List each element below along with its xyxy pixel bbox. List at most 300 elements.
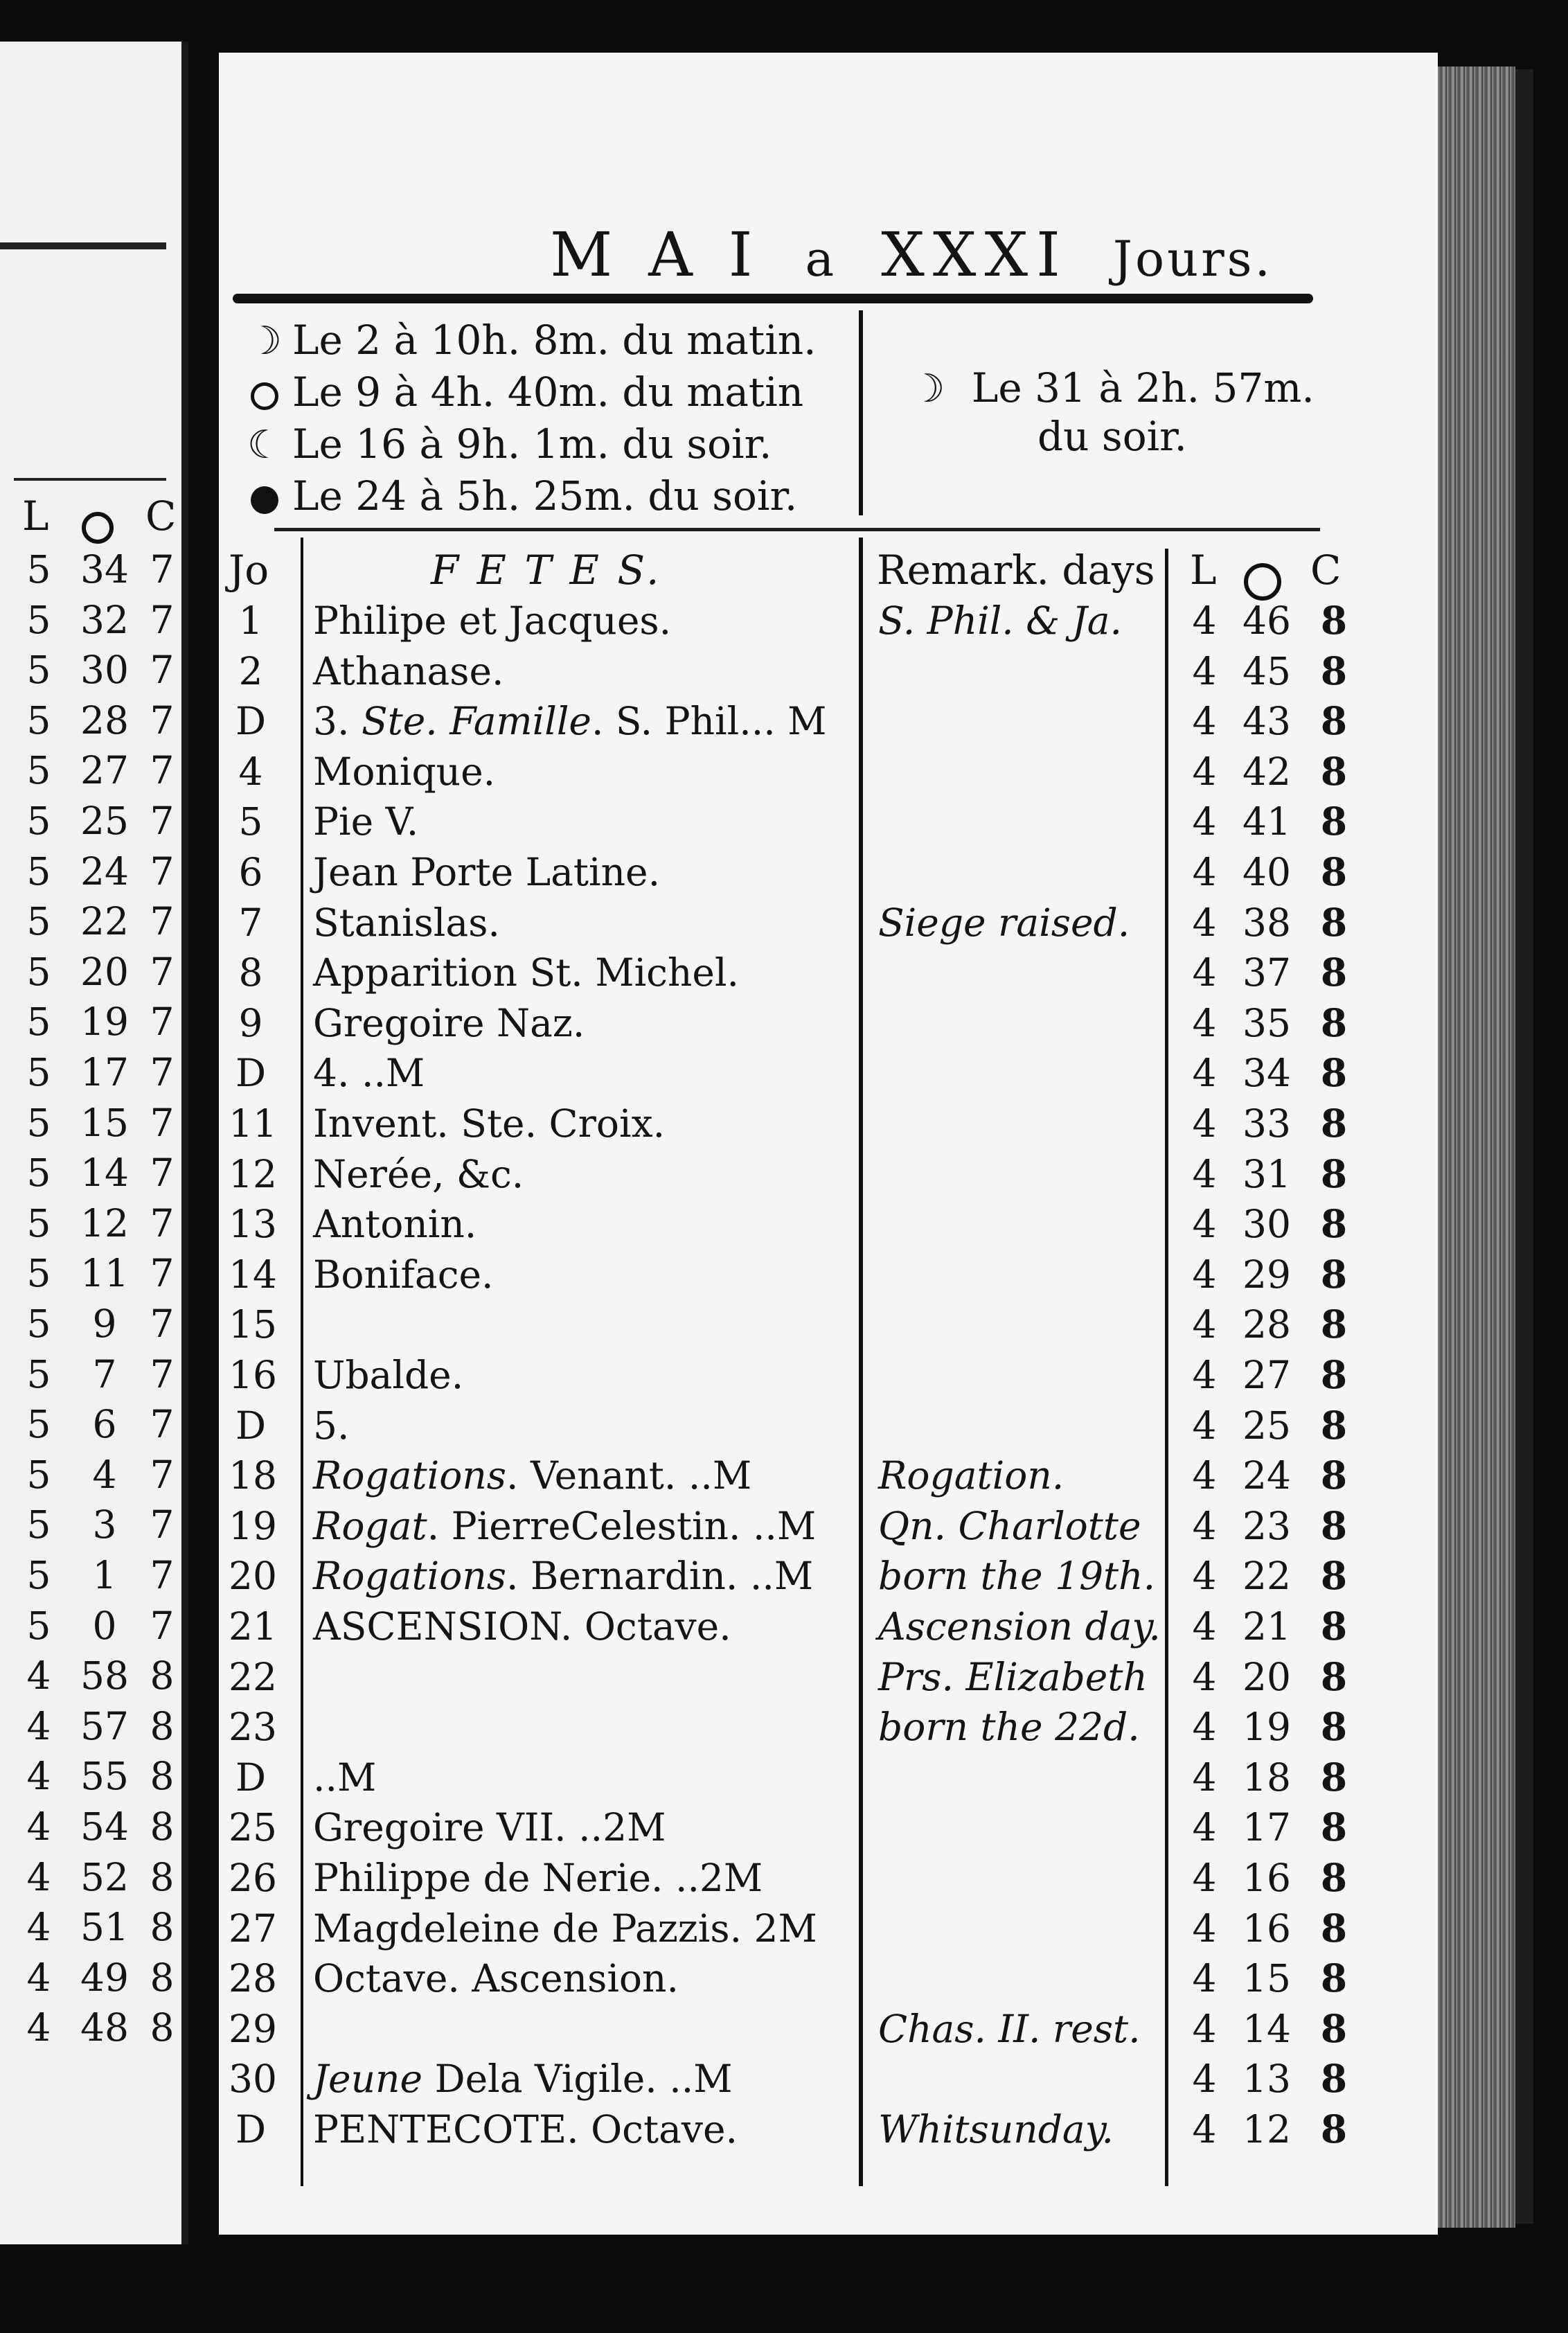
left-sunrise-minute: 3 (92, 1502, 117, 1547)
left-sunset-hour: 8 (150, 1754, 175, 1799)
day-number: 27 (229, 1906, 277, 1951)
sunrise-hour: 4 (1192, 1453, 1217, 1498)
calendar-row (219, 998, 1438, 1049)
moon-phase-text: Le 9 à 4h. 40m. du matin (292, 369, 804, 416)
fete-name: ASCENSION. Octave. (313, 1604, 731, 1649)
day-number: 9 (238, 1000, 263, 1045)
day-number: 26 (229, 1856, 277, 1900)
calendar-row (219, 1401, 1438, 1451)
table-top-rule (274, 528, 1320, 531)
fete-name: Philippe de Nerie. ..2M (313, 1856, 763, 1900)
sunset-hour: 8 (1320, 1553, 1348, 1599)
day-number: 7 (238, 900, 263, 945)
fete-name: Jean Porte Latine. (313, 850, 661, 894)
left-sunrise-hour: 5 (26, 698, 51, 743)
left-sunrise-hour: 5 (26, 597, 51, 642)
left-sunset-hour: 7 (150, 1603, 175, 1648)
fete-name: Gregoire Naz. (313, 1000, 585, 1045)
left-sunset-hour: 7 (150, 1000, 175, 1045)
left-sunrise-hour: 4 (26, 1754, 51, 1799)
sunrise-hour: 4 (1192, 1202, 1217, 1247)
left-sunrise-hour: 5 (26, 849, 51, 894)
calendar-row (219, 596, 1438, 646)
left-sunset-hour: 7 (150, 1452, 175, 1497)
sunrise-minute: 17 (1242, 1805, 1291, 1850)
left-sunset-hour: 7 (150, 1502, 175, 1547)
left-sunrise-hour: 4 (26, 1905, 51, 1950)
left-sunset-hour: 7 (150, 849, 175, 894)
left-sunrise-minute: 6 (92, 1402, 117, 1447)
remark-text: Chas. II. rest. (878, 2006, 1141, 2051)
left-sunrise-minute: 48 (80, 2005, 129, 2050)
calendar-row (219, 1299, 1438, 1350)
left-sunrise-hour: 5 (26, 1050, 51, 1094)
fete-name: Stanislas. (313, 900, 500, 945)
left-sunrise-hour: 4 (26, 2005, 51, 2050)
day-number: 23 (229, 1705, 277, 1750)
day-number: D (235, 2107, 267, 2152)
day-number: 20 (229, 1554, 277, 1599)
calendar-row (219, 2004, 1438, 2055)
left-sunrise-minute: 4 (92, 1452, 117, 1497)
left-sunrise-minute: 1 (92, 1553, 117, 1597)
left-table-row (0, 997, 188, 1047)
left-sunrise-hour: 5 (26, 1553, 51, 1597)
left-sunrise-hour: 5 (26, 1351, 51, 1396)
left-table-row (0, 1299, 188, 1349)
left-sunset-hour: 7 (150, 748, 175, 793)
day-number: 22 (229, 1654, 277, 1699)
left-sunset-hour: 7 (150, 648, 175, 693)
left-page-fragment (0, 42, 188, 2244)
remark-text: Ascension day. (878, 1604, 1161, 1649)
day-number: 12 (229, 1151, 277, 1196)
left-sunrise-minute: 0 (92, 1603, 117, 1648)
calendar-row (219, 1652, 1438, 1703)
sunrise-hour: 4 (1192, 950, 1217, 995)
sunrise-hour: 4 (1192, 1705, 1217, 1750)
day-number: 25 (229, 1805, 277, 1850)
left-table-row (0, 1248, 188, 1299)
left-sunrise-hour: 5 (26, 1251, 51, 1296)
left-sunrise-minute: 54 (80, 1804, 129, 1849)
day-number: 19 (229, 1503, 277, 1548)
remark-text: Whitsunday. (878, 2107, 1114, 2152)
remark-text: Qn. Charlotte (878, 1503, 1141, 1548)
sunrise-hour: 4 (1192, 1252, 1217, 1297)
sunrise-hour: 4 (1192, 1856, 1217, 1900)
header-fetes: F E T E S. (431, 547, 662, 594)
sunset-hour: 8 (1320, 1804, 1348, 1850)
calendar-row (219, 1149, 1438, 1200)
sunrise-hour: 4 (1192, 1554, 1217, 1599)
sunrise-minute: 21 (1242, 1604, 1291, 1649)
left-sunrise-hour: 5 (26, 1200, 51, 1245)
moon-right-line1: Le 31 à 2h. 57m. (971, 364, 1315, 411)
left-table-row (0, 1148, 188, 1198)
left-sunrise-hour: 5 (26, 1502, 51, 1547)
fete-name: Magdeleine de Pazzis. 2M (313, 1906, 817, 1951)
title-rule (233, 294, 1313, 303)
sunrise-minute: 16 (1242, 1856, 1291, 1900)
sunset-hour: 8 (1320, 1050, 1348, 1096)
left-sunrise-minute: 49 (80, 1955, 129, 2000)
sunset-hour: 8 (1320, 698, 1348, 744)
remark-text: Siege raised. (878, 900, 1130, 945)
left-sunrise-hour: 5 (26, 1302, 51, 1346)
sunrise-hour: 4 (1192, 2107, 1217, 2152)
left-sunrise-minute: 15 (80, 1100, 129, 1145)
calendar-row (219, 898, 1438, 948)
left-sunset-hour: 7 (150, 1351, 175, 1396)
sunrise-hour: 4 (1192, 1956, 1217, 2001)
fete-name: Antonin. (313, 1202, 477, 1247)
day-number: 1 (238, 598, 263, 643)
moon-phase-text: Le 24 à 5h. 25m. du soir. (292, 472, 798, 520)
left-sunset-hour: 8 (150, 1804, 175, 1849)
fete-name: Monique. (313, 749, 496, 794)
left-sunrise-minute: 9 (92, 1302, 117, 1346)
sunrise-hour: 4 (1192, 1906, 1217, 1951)
left-table-row (0, 896, 188, 947)
sunset-hour: 8 (1320, 648, 1348, 693)
moon-phase-right (898, 364, 1327, 460)
calendar-row (219, 948, 1438, 998)
sunset-hour: 8 (1320, 2106, 1348, 2152)
left-sunset-hour: 7 (150, 1050, 175, 1094)
left-table-row (0, 1802, 188, 1852)
sunset-hour: 8 (1320, 1704, 1348, 1750)
sunrise-minute: 20 (1242, 1654, 1291, 1699)
left-sunrise-minute: 27 (80, 748, 129, 793)
left-table-row (0, 796, 188, 846)
sunset-hour: 8 (1320, 799, 1348, 844)
day-number: 15 (229, 1302, 277, 1347)
left-sunset-hour: 7 (150, 1553, 175, 1597)
calendar-row (219, 1501, 1438, 1552)
sunrise-minute: 22 (1242, 1554, 1291, 1599)
sunrise-minute: 45 (1242, 648, 1291, 693)
sunset-hour: 8 (1320, 1352, 1348, 1397)
calendar-row (219, 1250, 1438, 1300)
left-sunrise-minute: 51 (80, 1905, 129, 1950)
header-jo: Jo (229, 547, 269, 594)
sunrise-hour: 4 (1192, 1000, 1217, 1045)
left-sunrise-hour: 5 (26, 1151, 51, 1196)
calendar-row (219, 1602, 1438, 1652)
sunrise-minute: 46 (1242, 598, 1291, 643)
sunrise-minute: 42 (1242, 749, 1291, 794)
sunset-hour: 8 (1320, 1201, 1348, 1247)
left-table-row (0, 1349, 188, 1400)
sunrise-minute: 35 (1242, 1000, 1291, 1045)
sunrise-minute: 24 (1242, 1453, 1291, 1498)
left-header-l: L (22, 493, 49, 540)
fete-name: 4. ..M (313, 1051, 425, 1096)
calendar-row (219, 1802, 1438, 1853)
left-sunset-hour: 7 (150, 1302, 175, 1346)
calendar-row (219, 1350, 1438, 1401)
left-table-row (0, 1601, 188, 1651)
left-table-row (0, 595, 188, 646)
left-table-row (0, 1651, 188, 1701)
fete-name: Boniface. (313, 1252, 494, 1297)
sunrise-hour: 4 (1192, 850, 1217, 894)
title-jours: Jours. (1112, 231, 1273, 287)
day-number: 11 (229, 1101, 277, 1146)
sunrise-hour: 4 (1192, 598, 1217, 643)
calendar-row (219, 2104, 1438, 2155)
left-sunrise-minute: 55 (80, 1754, 129, 1799)
left-sunrise-minute: 12 (80, 1200, 129, 1245)
sunrise-minute: 38 (1242, 900, 1291, 945)
day-number: 16 (229, 1353, 277, 1397)
day-number: 14 (229, 1252, 277, 1297)
calendar-row (219, 1753, 1438, 1803)
left-table-row (0, 1550, 188, 1601)
sunset-hour: 8 (1320, 1402, 1348, 1448)
left-rule-2 (14, 478, 166, 481)
left-sunrise-hour: 4 (26, 1955, 51, 2000)
calendar-row (219, 646, 1438, 697)
calendar-row (219, 1451, 1438, 1501)
day-number: 28 (229, 1956, 277, 2001)
sunset-hour: 8 (1320, 1151, 1348, 1196)
remark-text: Rogation. (878, 1453, 1064, 1498)
left-sunrise-hour: 4 (26, 1854, 51, 1899)
calendar-row (219, 1099, 1438, 1149)
moon-phase-text: Le 2 à 10h. 8m. du matin. (292, 317, 817, 364)
header-remark: Remark. days (877, 547, 1155, 594)
header-l: L (1190, 547, 1217, 594)
fete-name: Ubalde. (313, 1353, 464, 1397)
calendar-row (219, 1048, 1438, 1099)
left-table-row (0, 2003, 188, 2053)
left-sunrise-minute: 25 (80, 799, 129, 843)
left-table-row (0, 1500, 188, 1550)
left-sunrise-hour: 5 (26, 1603, 51, 1648)
day-number: D (235, 1051, 267, 1096)
left-sunrise-hour: 5 (26, 1000, 51, 1045)
calendar-row (219, 797, 1438, 847)
sunset-hour: 8 (1320, 1101, 1348, 1146)
left-sunset-hour: 8 (150, 1703, 175, 1748)
moon-phase-row (244, 314, 859, 366)
left-sunrise-minute: 17 (80, 1050, 129, 1094)
fete-name: Pie V. (313, 799, 419, 844)
sunset-hour: 8 (1320, 1453, 1348, 1498)
left-sunrise-minute: 22 (80, 899, 129, 944)
left-header (0, 492, 188, 540)
left-sunset-hour: 7 (150, 1402, 175, 1447)
sunrise-hour: 4 (1192, 900, 1217, 945)
sunrise-minute: 23 (1242, 1503, 1291, 1548)
sunrise-minute: 33 (1242, 1101, 1291, 1146)
title-month: M A I (550, 219, 761, 290)
left-sunrise-minute: 32 (80, 597, 129, 642)
fete-name: 3. Ste. Famille. S. Phil... M (313, 699, 827, 744)
last-quarter-moon-icon: ☾ (247, 423, 283, 468)
fete-name: Nerée, &c. (313, 1151, 524, 1196)
left-sunset-hour: 7 (150, 547, 175, 592)
left-sunrise-minute: 58 (80, 1653, 129, 1698)
left-table-row (0, 645, 188, 695)
day-number: 30 (229, 2057, 277, 2102)
sunrise-minute: 30 (1242, 1202, 1291, 1247)
title-days: XXXI (881, 219, 1069, 290)
left-table-row (0, 1098, 188, 1148)
left-sunrise-hour: 5 (26, 1402, 51, 1447)
sunrise-hour: 4 (1192, 1302, 1217, 1347)
sunset-hour: 8 (1320, 1905, 1348, 1951)
sunrise-hour: 4 (1192, 1151, 1217, 1196)
left-sunrise-hour: 5 (26, 949, 51, 994)
sunrise-minute: 19 (1242, 1705, 1291, 1750)
sunrise-hour: 4 (1192, 1654, 1217, 1699)
left-sunset-hour: 7 (150, 1200, 175, 1245)
sunset-hour: 8 (1320, 1502, 1348, 1548)
fete-name: ..M (313, 1755, 377, 1800)
left-sunrise-hour: 5 (26, 799, 51, 843)
calendar-row (219, 2054, 1438, 2104)
sunset-hour: 8 (1320, 950, 1348, 995)
left-table-row (0, 745, 188, 796)
calendar-row (219, 696, 1438, 747)
left-sunrise-minute: 19 (80, 1000, 129, 1045)
first-quarter-moon-icon: ☽ (247, 319, 283, 364)
remark-text: born the 19th. (878, 1554, 1156, 1599)
sunset-hour: 8 (1320, 598, 1348, 643)
sunrise-minute: 37 (1242, 950, 1291, 995)
fete-name: Rogations. Bernardin. ..M (313, 1554, 814, 1599)
calendar-row (219, 847, 1438, 898)
left-sunrise-hour: 5 (26, 547, 51, 592)
remark-text: Prs. Elizabeth (878, 1654, 1148, 1699)
calendar-row (219, 747, 1438, 797)
book-page-edges (1438, 66, 1515, 2228)
sunset-hour: 8 (1320, 899, 1348, 945)
day-number: 4 (238, 749, 263, 794)
left-table-row (0, 846, 188, 897)
left-sunset-hour: 7 (150, 597, 175, 642)
remark-text: born the 22d. (878, 1705, 1140, 1750)
sunset-hour: 8 (1320, 2056, 1348, 2102)
day-number: 18 (229, 1453, 277, 1498)
left-table-row (0, 1852, 188, 1903)
day-number: 29 (229, 2006, 277, 2051)
left-rule (0, 242, 166, 249)
sunrise-hour: 4 (1192, 1805, 1217, 1850)
day-number: D (235, 699, 267, 744)
fete-name: Octave. Ascension. (313, 1956, 679, 2001)
moon-phase-row (244, 418, 859, 470)
left-sunset-hour: 8 (150, 2005, 175, 2050)
sunset-hour: 8 (1320, 1302, 1348, 1347)
sunset-hour: 8 (1320, 748, 1348, 794)
day-number: 6 (238, 850, 263, 894)
sunrise-hour: 4 (1192, 1604, 1217, 1649)
sunset-hour: 8 (1320, 1000, 1348, 1045)
sunrise-hour: 4 (1192, 1755, 1217, 1800)
day-number: 8 (238, 950, 263, 995)
sunset-hour: 8 (1320, 1855, 1348, 1900)
fete-name: Rogat. PierreCelestin. ..M (313, 1503, 817, 1548)
day-number: 5 (238, 799, 263, 844)
sunrise-minute: 18 (1242, 1755, 1291, 1800)
left-sunset-hour: 7 (150, 949, 175, 994)
left-sunset-hour: 7 (150, 1151, 175, 1196)
left-sunrise-minute: 52 (80, 1854, 129, 1899)
remark-text: S. Phil. & Ja. (878, 598, 1123, 643)
day-number: 13 (229, 1202, 277, 1247)
left-sunset-hour: 8 (150, 1955, 175, 2000)
sunrise-minute: 40 (1242, 850, 1291, 894)
left-sunrise-hour: 5 (26, 899, 51, 944)
sunrise-hour: 4 (1192, 1353, 1217, 1397)
fete-name: Athanase. (313, 648, 504, 693)
moon-phases (244, 314, 859, 522)
day-number: 2 (238, 648, 263, 693)
right-page (219, 53, 1438, 2235)
sunrise-hour: 4 (1192, 1503, 1217, 1548)
left-sunset-hour: 7 (150, 698, 175, 743)
left-sunrise-minute: 24 (80, 849, 129, 894)
left-sunrise-hour: 5 (26, 748, 51, 793)
sunset-hour: 8 (1320, 1604, 1348, 1649)
sunrise-minute: 34 (1242, 1051, 1291, 1096)
left-sunset-hour: 7 (150, 1100, 175, 1145)
moon-divider (859, 310, 863, 515)
sunrise-hour: 4 (1192, 2057, 1217, 2102)
calendar-row (219, 1551, 1438, 1602)
calendar-row (219, 1953, 1438, 2004)
left-sunset-hour: 8 (150, 1854, 175, 1899)
left-table-row (0, 1198, 188, 1249)
left-table-row (0, 1701, 188, 1752)
title-a: a (805, 231, 837, 287)
left-header-c: C (145, 493, 177, 540)
day-number: 21 (229, 1604, 277, 1649)
fete-name: Invent. Ste. Croix. (313, 1101, 666, 1146)
left-table-row (0, 1047, 188, 1098)
left-table-row (0, 1902, 188, 1953)
left-sunrise-minute: 11 (80, 1251, 129, 1296)
left-sunrise-minute: 7 (92, 1351, 117, 1396)
sunrise-minute: 43 (1242, 699, 1291, 744)
sunrise-minute: 41 (1242, 799, 1291, 844)
left-sunrise-hour: 4 (26, 1653, 51, 1698)
sunrise-minute: 13 (1242, 2057, 1291, 2102)
sunrise-minute: 28 (1242, 1302, 1291, 1347)
left-table-row (0, 1953, 188, 2003)
day-number: D (235, 1403, 267, 1448)
sun-icon (82, 500, 114, 549)
left-sunset-hour: 8 (150, 1905, 175, 1950)
left-sunrise-hour: 4 (26, 1804, 51, 1849)
left-table-row (0, 695, 188, 746)
fete-name: Philipe et Jacques. (313, 598, 672, 643)
sunrise-hour: 4 (1192, 1051, 1217, 1096)
left-sunrise-minute: 57 (80, 1703, 129, 1748)
left-sunset-hour: 7 (150, 899, 175, 944)
sunrise-hour: 4 (1192, 749, 1217, 794)
left-sunrise-minute: 14 (80, 1151, 129, 1196)
page-title (427, 219, 1396, 290)
left-table-row (0, 947, 188, 997)
left-table-row (0, 544, 188, 595)
fete-name: Jeune Dela Vigile. ..M (313, 2057, 733, 2102)
moon-phase-row (244, 470, 859, 522)
